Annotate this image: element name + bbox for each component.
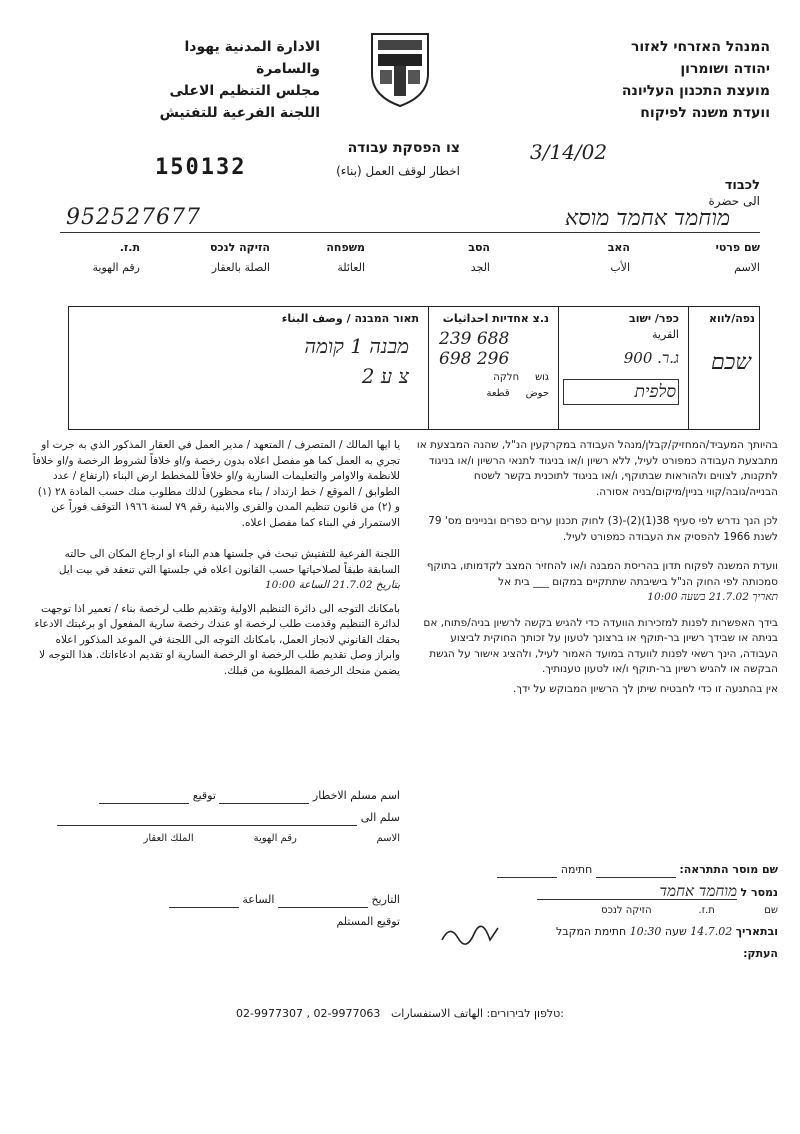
- signature-label-ar: توقيع: [192, 789, 216, 802]
- id-sublabel: ת.ז.: [698, 905, 715, 916]
- label-relation-ar: الصلة بالعقار: [211, 261, 270, 274]
- header-coords-he: נ.צ אחדיות: [492, 312, 549, 325]
- header-building-he: תאור המבנה: [354, 312, 419, 325]
- deliverer-row-ar: [30, 788, 400, 810]
- hebrew-authority-block: [520, 36, 770, 124]
- receiver-signature-label-he: חתימת המקבל: [556, 925, 627, 938]
- deliverer-signature: [596, 862, 676, 878]
- footer: [170, 1006, 630, 1021]
- deliverer-label-he: שם מוסר התתראה:: [679, 863, 778, 876]
- header-coords: [439, 311, 549, 326]
- header-building: תאור המבנה / وصف البناء: [281, 312, 419, 325]
- recipient-underline: [60, 232, 760, 233]
- value-coord-y: 698 296: [439, 349, 510, 369]
- value-coords: [439, 329, 549, 369]
- hebrew-paragraph-1: בהיותך המעביד/המחזיק/קבלן/מנהל העבודה במקרקעין הנ"ל, שהנה המבצעת או מתבצעת העבודה כמפורט לעיל, ללא רשיון ו/או בניגוד לתנאי הרשיון ו/או בניגוד לתקנות, לצווים ולהוראות שבתוקף, ו/או בניגוד לתוכנית בקשר לשטח הבנייה/גובה/קווי בניין/מיקום/בניה אסורה.: [416, 439, 778, 498]
- delivered-to-cols-ar: [30, 832, 400, 892]
- hour-label-ar: الساعة: [242, 893, 275, 906]
- recipient-labels-row: [60, 240, 760, 280]
- deliverer-row-he: [416, 862, 778, 884]
- building-desc-line: צ ע 2: [361, 364, 409, 388]
- hebrew-paragraph-2: לכן הנך נדרש לפי סעיף 38(1)(2)-(3) לחוק תכנון ערים כפרים ובניינים מס' 79 לשנת 1966 להפסיק את העבודה כמפורט לעיל.: [428, 515, 778, 543]
- arabic-paragraph-1: يا ايها المالك / المتصرف / المتعهد / مدير العمل في العقار المذكور الذي به جرت او تجري به العمل كما هو مفصل اعلاه بدون رخصة و/او خلافاً لشروط الرخصة و/او خلافاً للانظمة والاوامر والتعليمات السارية و/او خلافاً للمخطط ارض البناء (ارتفاع / عدد الطوابق / الموقع / خط ارتداد / بناء محظور) لذلك مطلوب منك حسب المادة ٢٨ (١) و (٢) من قانون تنظيم المدن والقرى والابنية رقم ٧٩ لسنة ١٩٦٦ التوقف فوراً عن الاستمرار في البناء كما مفصل اعلاه.: [32, 439, 400, 529]
- signature-line-ar: [99, 788, 189, 804]
- col-name-ar: الاسم: [376, 833, 400, 844]
- building-desc-line: מבנה 1 קומה: [304, 334, 409, 358]
- header-district: נפה/לווא: [708, 312, 755, 325]
- hebrew-hearing-date: תאריך 21.7.02 בשעה 10:00: [647, 591, 778, 603]
- label-block-ar: حوض: [525, 388, 549, 399]
- block-parcel-labels-ar: [439, 387, 549, 401]
- label-id-he: ת.ז.: [119, 241, 140, 254]
- arabic-paragraph-3: بامكانك التوجه الى دائرة التنظيم الاولية وتقديم طلب لرخصة بناء / تعمير اذا توجهت لدائرة التنظيم وقدمت طلب لرخصة او عندك رخصة سارية المفعول او برغبتك الادعاء بحقك القانوني لانجاز العمل، بامكانك التوجه الى اللجنة في الموعد المذكور اعلاه وابراز وصل تقديم طلب الرخصة او الرخصة السارية او تقديم ادعاءاتك. هذا التوجه لا يضمن منحك الرخصة المطلوبة من قبلك.: [34, 602, 400, 677]
- value-district: שכם: [710, 350, 751, 375]
- hebrew-body: [416, 438, 778, 701]
- label-parcel-he: חלקה: [493, 372, 520, 383]
- label-relation-he: הזיקה לנכס: [209, 241, 270, 254]
- delivered-to-row-ar: [30, 810, 400, 832]
- value-village: סלפית: [563, 379, 679, 405]
- footer-label: טלפון לבירורים: الهاتف الاستفسارات:: [390, 1007, 564, 1020]
- date-label-he: ובתאריך: [735, 925, 778, 938]
- receiver-signature-label-ar: توقيع المستلم: [336, 915, 400, 928]
- deliverer-label-ar: اسم مسلم الاخطار: [312, 789, 400, 802]
- label-family-ar: العائلة: [337, 261, 365, 274]
- header-coords-ar: احداثيات: [442, 312, 489, 325]
- arabic-paragraph-2: اللجنة الفرعية للتفتيش تبحث في جلستها هدم البناء او ارجاع المكان الى حالته السابقة طبقاً لصلاحياتها حسب القانون اعلاه في جلستها التي تنعقد في بيت ايل: [58, 548, 400, 576]
- value-village-note: ג.ר. 900: [623, 349, 679, 367]
- label-grandfather-he: הסב: [468, 241, 490, 254]
- delivered-to-label-ar: سلم الى: [360, 811, 400, 824]
- date-line-ar: [278, 892, 368, 908]
- hebrew-authority-line: מועצת התכנון העליונה: [621, 83, 770, 99]
- recipient-id-handwritten: 952527677: [66, 205, 201, 230]
- delivery-date-row-ar: [30, 892, 400, 914]
- delivered-to-line-ar: [57, 810, 357, 826]
- label-grandfather-ar: الجد: [470, 261, 490, 274]
- hebrew-authority-line: יהודה ושומרון: [680, 61, 770, 77]
- name-sublabel: שם: [764, 905, 778, 916]
- label-father-he: האב: [607, 241, 630, 254]
- recipient-name-handwritten: מוחמד אחמד מוסא: [564, 206, 730, 231]
- hour-value-he: 10:30: [629, 925, 662, 938]
- delivered-to-name: מוחמד אחמד: [537, 884, 737, 900]
- value-building-desc: [99, 331, 409, 391]
- arabic-hearing-date: بتاريخ 21.7.02 الساعة 10:00: [264, 579, 400, 591]
- label-father-ar: الأب: [610, 261, 630, 274]
- relation-sublabel: הזיקה לנכס: [601, 905, 652, 916]
- date-label-ar: التاريخ: [371, 893, 400, 906]
- value-coord-x: 239 688: [439, 329, 510, 349]
- to-label-ar: الى حضرة: [708, 194, 760, 208]
- label-first-name-he: שם פרטי: [715, 241, 760, 254]
- hebrew-paragraph-5: אין בהתנעה זו כדי לחבטיח שיתן לך הרשיון המבוקש על ידך.: [513, 682, 778, 695]
- signature-line: [497, 862, 557, 878]
- date-value-he: 14.7.02: [690, 925, 733, 938]
- label-family-he: משפחה: [326, 241, 365, 254]
- delivered-to-row-he: [416, 884, 778, 904]
- arabic-signature-block: [30, 788, 400, 929]
- arabic-authority-line: اللجنة الفرعية للتفتيش: [159, 105, 320, 121]
- signature-scribble: [440, 920, 500, 950]
- signature-label-he: חתימה: [560, 863, 593, 876]
- hour-label-he: שעה: [664, 925, 687, 938]
- label-first-name-ar: الاسم: [734, 261, 760, 274]
- arabic-authority-line: مجلس التنظيم الاعلى: [169, 83, 320, 99]
- col-relation-ar: الملك العقار: [143, 833, 194, 844]
- deliverer-line-ar: [219, 788, 309, 804]
- label-parcel-ar: قطعة: [486, 388, 510, 399]
- to-label-he: לכבוד: [724, 178, 760, 193]
- document-title-he: צו הפסקת עבודה: [347, 140, 460, 156]
- label-block-he: גוש: [535, 372, 549, 383]
- hour-line-ar: [169, 892, 239, 908]
- hebrew-authority-line: המנהל האזרחי לאזור: [630, 39, 770, 55]
- hebrew-authority-line: וועדת משנה לפיקוח: [640, 105, 770, 121]
- copy-label-he: העתק:: [743, 947, 778, 960]
- arabic-body: [30, 438, 400, 687]
- arabic-authority-line: الادارة المدنية يهودا: [184, 39, 320, 55]
- arabic-authority-line: والسامرة: [256, 61, 320, 77]
- header-village-ar: القرية: [651, 328, 679, 341]
- block-parcel-labels: [439, 371, 549, 385]
- col-id-ar: رقم الهوية: [253, 833, 297, 844]
- handwritten-date: 3/14/02: [530, 140, 608, 164]
- delivered-to-label-he: נמסר ל: [740, 886, 778, 899]
- header-village-he: כפר/ ישוב: [629, 312, 679, 325]
- serial-number: 150132: [155, 155, 247, 180]
- hebrew-paragraph-3: וועדת המשנה לפקוח תדון בהריסת המבנה ו/או להחזיר המצב לקדמותו, בתוקף סמכותה לפי החוק הנ"ל בישיבתה שתתקיים במקום ___ בית אל: [426, 560, 778, 588]
- header-building-ar: وصف البناء: [281, 312, 343, 325]
- document-title-ar: اخطار لوقف العمل (بناء): [336, 164, 460, 178]
- hebrew-paragraph-4: בידך האפשרות לפנות למזכירות הוועדה כדי להגיש בקשה לרשיון בניה/פתוח, אם בניתה או שבידך רשיון בר-תוקף או ברצונך לטעון על זכותך החוקית לביצוע העבודה, הינך רשאי לפנות לוועדה במועד האמור לעיל, ולהציג אישור על הגשת הבקשה או להגיש רשיון בר-תוקף ו/או לטעון טענותיך.: [423, 616, 778, 675]
- location-table: [68, 306, 760, 430]
- label-id-ar: رقم الهوية: [92, 261, 140, 274]
- footer-phones: 02-9977307 , 02-9977063: [236, 1007, 381, 1020]
- emblem-logo: [368, 30, 432, 108]
- arabic-authority-block: [60, 36, 320, 124]
